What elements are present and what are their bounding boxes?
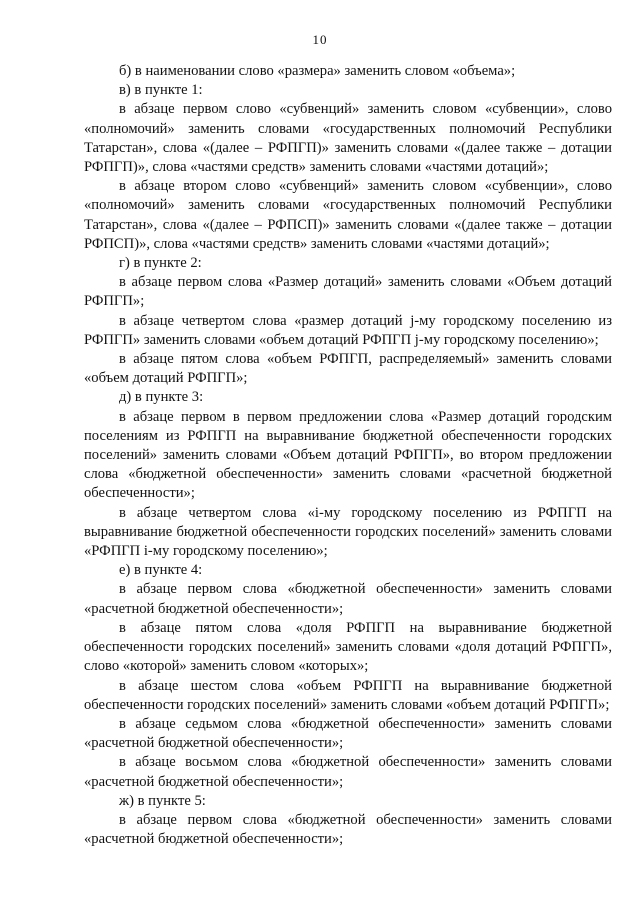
paragraph: в абзаце первом слова «бюджетной обеспеченности» заменить словами «расчетной бюджетной обеспеченности»; [84, 811, 612, 848]
paragraph: в абзаце пятом слова «доля РФПГП на выравнивание бюджетной обеспеченности городских поселений» заменить словами «доля дотаций РФПГП», слово «которой» заменить словом «которых»; [84, 619, 612, 675]
paragraph: в абзаце первом слово «субвенций» заменить словом «субвенции», слово «полномочий» заменить словами «государственных полномочий Республики Татарстан», слова «(далее – РФПГП)» заменить словами «(далее также – дотации РФПГП)», слова «частями средств» заменить словами «частями дотаций»; [84, 101, 612, 176]
paragraph: в абзаце восьмом слова «бюджетной обеспеченности» заменить словами «расчетной бюджетной обеспеченности»; [84, 754, 612, 790]
paragraph: б) в наименовании слово «размера» заменить словом «объема»; [119, 63, 516, 79]
paragraph: д) в пункте 3: [119, 389, 204, 406]
paragraph: в абзаце четвертом слова «размер дотаций j-му городскому поселению из РФПГП» заменить словами «объем дотаций РФПГП j-му городскому поселению»; [84, 312, 612, 348]
paragraph: в абзаце шестом слова «объем РФПГП на выравнивание бюджетной обеспеченности городских поселений» заменить словами «объем дотаций РФПГП»; [84, 677, 612, 713]
paragraph: в абзаце втором слово «субвенций» заменить словом «субвенции», слово «полномочий» заменить словами «государственных полномочий Республики Татарстан», слова «(далее – РФПСП)» заменить словами «(далее также – дотации РФПСП)», слова «частями средств» заменить словами «частями дотаций»; [84, 178, 612, 252]
paragraph: в абзаце пятом слова «объем РФПГП, распределяемый» заменить словами «объем дотаций РФПГП»; [84, 351, 612, 387]
paragraph: в абзаце первом слова «Размер дотаций» заменить словами «Объем дотаций РФПГП»; [84, 274, 612, 310]
page-number: 10 [312, 32, 328, 47]
paragraph: ж) в пункте 5: [119, 792, 206, 809]
paragraph: в) в пункте 1: [119, 82, 203, 99]
paragraph: в абзаце седьмом слова «бюджетной обеспеченности» заменить словами «расчетной бюджетной обеспеченности»; [84, 715, 612, 752]
paragraph: в абзаце первом слова «бюджетной обеспеченности» заменить словами «расчетной бюджетной обеспеченности»; [84, 581, 612, 617]
paragraph: е) в пункте 4: [119, 562, 203, 579]
paragraph: в абзаце первом в первом предложении слова «Размер дотаций городским поселениям из РФПГП на выравнивание бюджетной обеспеченности городских поселений» заменить словами «Объем дотаций РФПГП», во втором предложении слова «бюджетной обеспеченности» заменить словами «расчетной бюджетной обеспеченности»; [84, 408, 612, 502]
paragraph: г) в пункте 2: [119, 255, 202, 272]
document-body [84, 62, 612, 849]
paragraph: в абзаце четвертом слова «i-му городскому поселению из РФПГП на выравнивание бюджетной обеспеченности городских поселений» заменить словами «РФПГП i-му городскому поселению»; [84, 504, 612, 560]
